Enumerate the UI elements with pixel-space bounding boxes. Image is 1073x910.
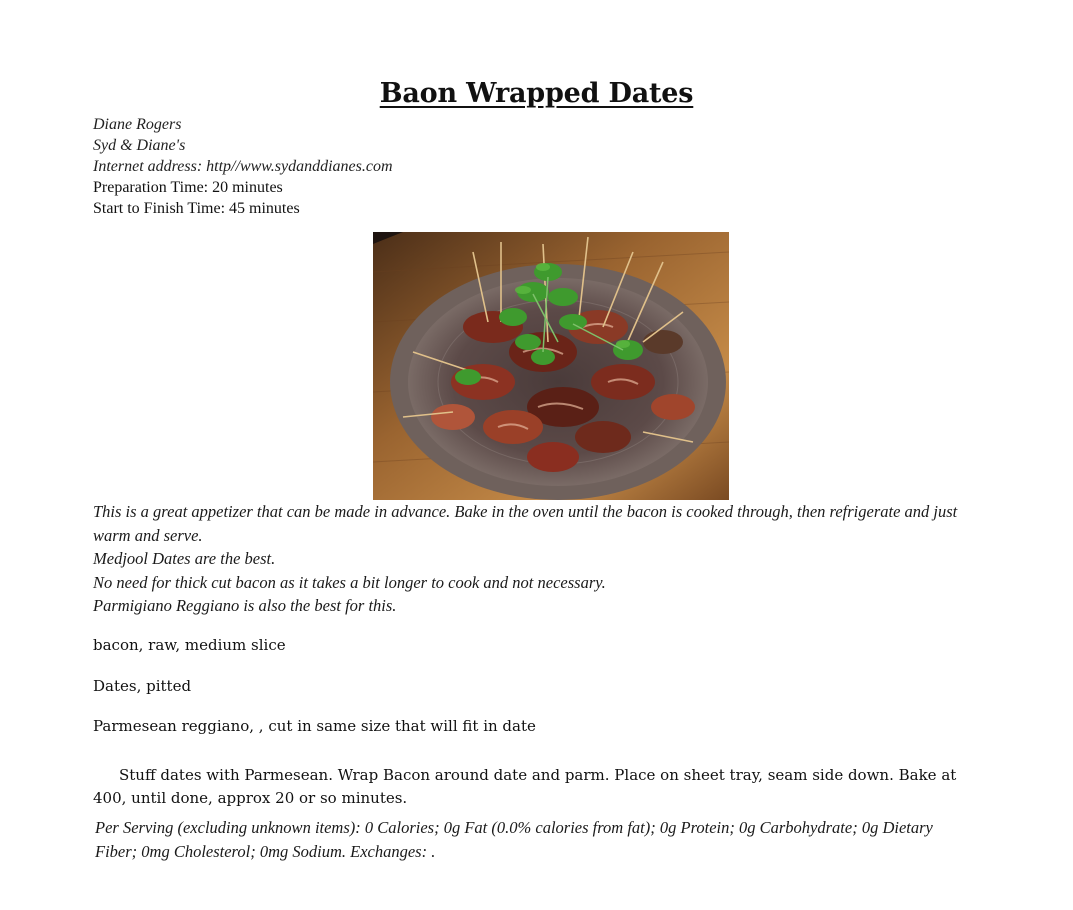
note-line: Parmigiano Reggiano is also the best for this. xyxy=(93,596,397,615)
author: Diane Rogers xyxy=(93,116,182,133)
recipe-meta xyxy=(93,114,393,219)
note-line: No need for thick cut bacon as it takes a bit longer to cook and not necessary. xyxy=(93,572,606,592)
ingredient-item: Dates, pitted xyxy=(93,676,192,695)
ingredient-item: Parmesean reggiano, , cut in same size that will fit in date xyxy=(93,717,536,735)
total-time: Start to Finish Time: 45 minutes xyxy=(93,200,300,217)
ingredients-list xyxy=(93,634,973,756)
prep-time: Preparation Time: 20 minutes xyxy=(93,179,283,196)
directions: Stuff dates with Parmesean. Wrap Bacon around date and parm. Place on sheet tray, seam side down. Bake at 400, until done, approx 20 or so minutes. xyxy=(93,766,957,807)
internet-address: Internet address: http//www.sydanddianes.com xyxy=(93,158,393,175)
note-line: This is a great appetizer that can be made in advance. Bake in the oven until the bacon is cooked through, then refrigerate and just warm and serve. xyxy=(93,502,958,545)
recipe-title: Baon Wrapped Dates xyxy=(379,78,694,109)
nutrition-info: Per Serving (excluding unknown items): 0 Calories; 0g Fat (0.0% calories from fat); 0g Protein; 0g Carbohydrate; 0g Dietary Fiber; 0mg Cholesterol; 0mg Sodium. Exchanges: . xyxy=(95,818,933,861)
note-line: Medjool Dates are the best. xyxy=(93,549,276,568)
ingredient-item: bacon, raw, medium slice xyxy=(93,636,286,654)
recipe-notes xyxy=(93,500,973,618)
bacon-wrapped-dates-photo xyxy=(373,232,729,500)
source: Syd & Diane's xyxy=(93,137,186,154)
